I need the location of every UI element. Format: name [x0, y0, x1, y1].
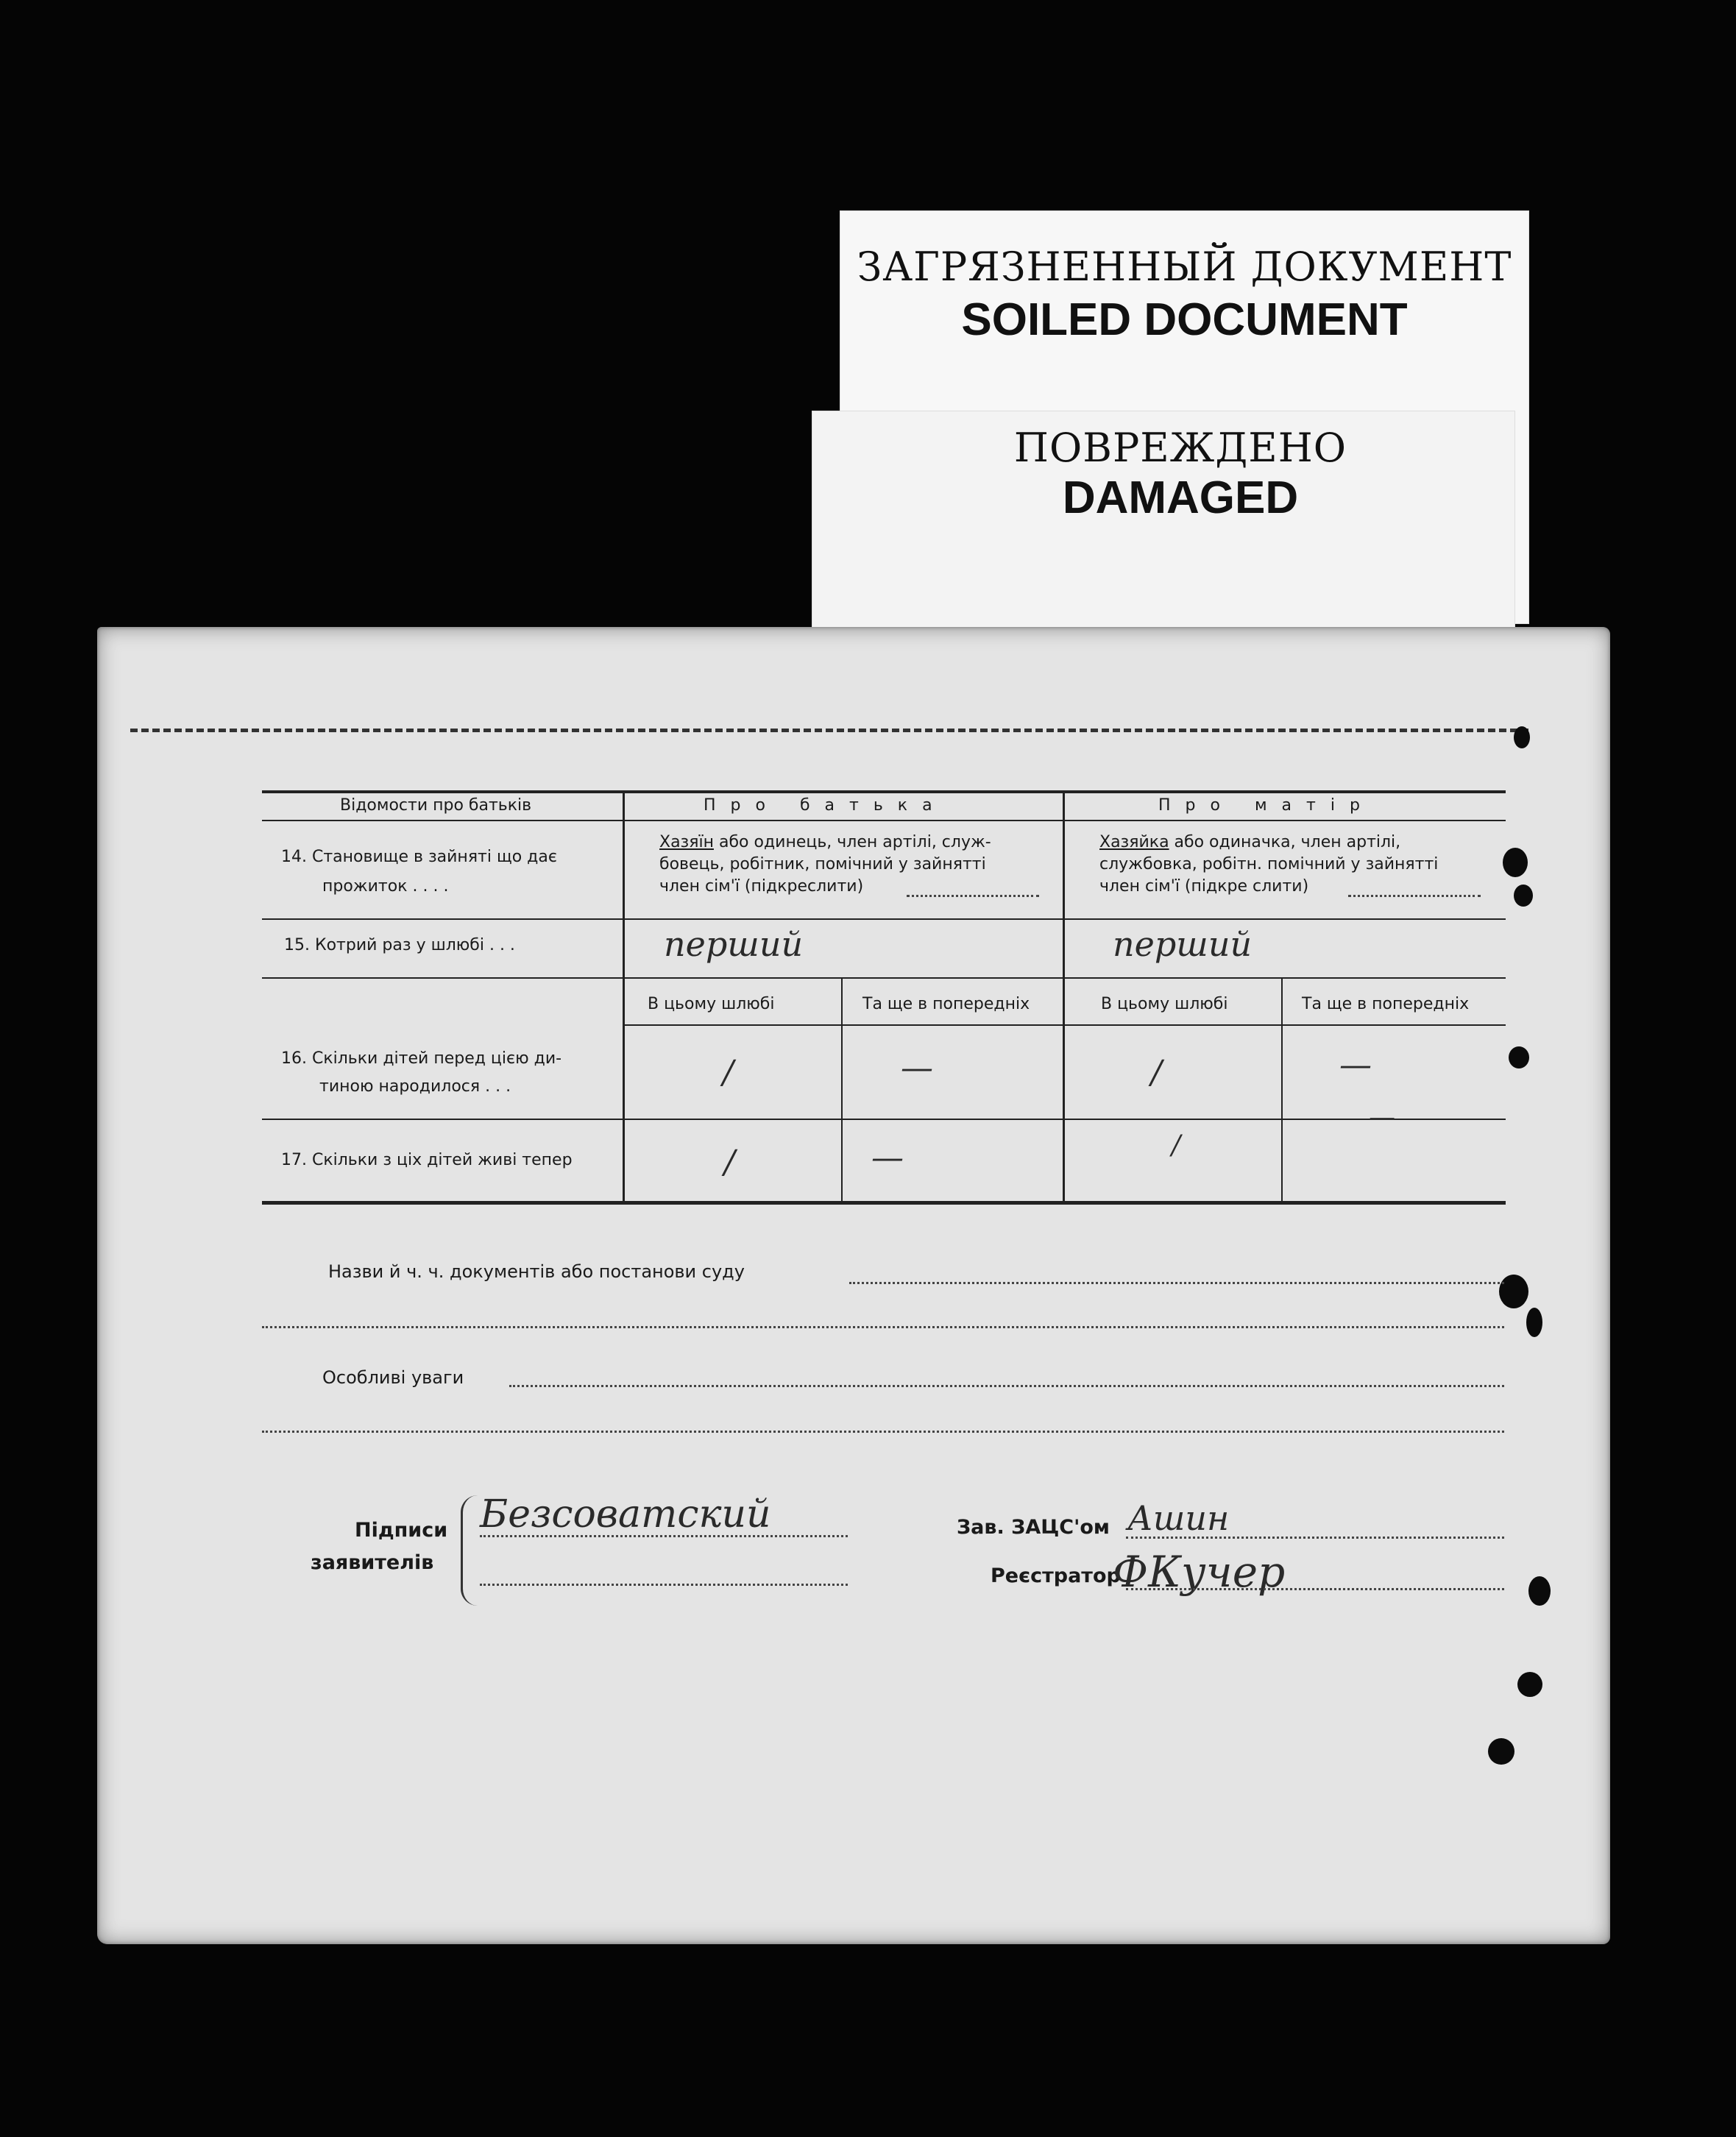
row16-value-mother-this: / — [1151, 1054, 1162, 1091]
row14-father-line3: член сім'ї (підкреслити) — [659, 877, 864, 896]
row16-value-father-previous: — — [901, 1049, 933, 1087]
row14-father-line1 — [659, 833, 991, 851]
applicants-label-1: Підписи — [355, 1519, 448, 1542]
row16-value-mother-previous: — — [1339, 1046, 1372, 1084]
applicant-dotline-1 — [480, 1535, 848, 1537]
table-header-rule — [262, 820, 1506, 821]
soiled-label-en: SOILED DOCUMENT — [961, 294, 1408, 345]
row16-value-father-this: / — [723, 1054, 734, 1091]
remarks-label: Особливі уваги — [322, 1367, 464, 1388]
damaged-label-ru: ПОВРЕЖДЕНО — [1013, 425, 1347, 471]
registrar-dotline — [1126, 1588, 1504, 1590]
row16-label-line1: 16. Скільки дітей перед цією ди- — [281, 1049, 562, 1068]
row14-mother-dotline — [1348, 895, 1481, 897]
row17-value-father-previous: — — [871, 1139, 904, 1177]
head-dotline — [1126, 1537, 1504, 1539]
damaged-document-label — [812, 411, 1515, 633]
subheader-mother-previous: Та ще в попередніх — [1302, 995, 1470, 1013]
head-label: Зав. ЗАЦС'ом — [957, 1516, 1110, 1539]
subheader-mother-this: В цьому шлюбі — [1101, 995, 1228, 1013]
row17-label: 17. Скільки з ціх дітей живі тепер — [281, 1151, 573, 1169]
row17-value-mother-this: / — [1172, 1130, 1181, 1160]
damage-hole — [1514, 726, 1530, 748]
row17-value-father-this: / — [724, 1144, 735, 1181]
row16-label-line2: тиною народилося . . . — [319, 1077, 511, 1096]
damage-hole — [1488, 1738, 1514, 1765]
row15-father-value: перший — [664, 924, 804, 964]
remarks-dotline-2 — [262, 1431, 1504, 1433]
column-divider-parents — [1063, 790, 1065, 1202]
perforation-line — [130, 729, 1528, 732]
applicants-brace — [461, 1495, 478, 1606]
row14-father-line2: бовець, робітник, помічний у зайнятті — [659, 855, 986, 873]
header-mother: Про матір — [1158, 796, 1375, 815]
row14-label-line2: прожиток . . . . — [322, 877, 449, 896]
row14-mother-line2: службовка, робітн. помічний у зайнятті — [1099, 855, 1439, 873]
applicant-dotline-2 — [480, 1584, 848, 1586]
row14-label-line1: 14. Становище в зайняті що дає — [281, 848, 557, 866]
documents-dotline-2 — [262, 1326, 1504, 1328]
row14-bottom-rule — [262, 918, 1506, 920]
documents-dotline-1 — [849, 1282, 1504, 1284]
damage-hole — [1499, 1275, 1528, 1308]
column-divider-info — [623, 790, 625, 1202]
header-info: Відомости про батьків — [340, 796, 532, 815]
column-divider-mother-sub — [1281, 977, 1283, 1202]
damage-hole — [1526, 1308, 1542, 1337]
row15-mother-value: перший — [1113, 924, 1253, 964]
damage-hole — [1517, 1672, 1542, 1697]
subheader-father-this: В цьому шлюбі — [648, 995, 775, 1013]
subheader-father-previous: Та ще в попередніх — [862, 995, 1030, 1013]
damaged-label-en: DAMAGED — [1062, 472, 1299, 523]
soiled-label-ru: ЗАГРЯЗНЕННЫЙ ДОКУМЕНТ — [857, 244, 1512, 290]
document-page — [97, 627, 1610, 1944]
subheader-rule — [624, 1024, 1506, 1026]
row14-father-keyword: Хазяїн — [659, 833, 714, 851]
row14-father-line1-rest: або одинець, член артілі, служ- — [713, 833, 991, 851]
damage-hole — [1528, 1576, 1551, 1606]
header-father: Про батька — [704, 796, 947, 815]
row15-bottom-rule — [262, 977, 1506, 979]
column-divider-father-sub — [841, 977, 843, 1202]
row17-value-mother-previous: — — [1369, 1102, 1395, 1133]
row15-label: 15. Котрий раз у шлюбі . . . — [284, 936, 515, 954]
registrar-label: Реєстратор — [991, 1564, 1121, 1587]
documents-label: Назви й ч. ч. документів або постанови суду — [328, 1261, 745, 1282]
applicants-label-2: заявителів — [311, 1551, 434, 1574]
damage-hole — [1514, 885, 1533, 907]
damage-hole — [1509, 1046, 1529, 1068]
row14-mother-line1 — [1099, 833, 1400, 851]
row14-mother-keyword: Хазяйка — [1099, 833, 1169, 851]
row14-father-dotline — [907, 895, 1039, 897]
head-signature: Ашин — [1127, 1498, 1230, 1538]
table-top-rule — [262, 790, 1506, 793]
registrar-signature: ФКучер — [1113, 1547, 1286, 1597]
damage-hole — [1503, 848, 1528, 877]
applicant-signature: Безсоватский — [480, 1492, 771, 1537]
table-bottom-rule — [262, 1201, 1506, 1205]
remarks-dotline-1 — [509, 1385, 1504, 1387]
row16-bottom-rule — [262, 1119, 1506, 1120]
row14-mother-line1-rest: або одиначка, член артілі, — [1169, 833, 1401, 851]
row14-mother-line3: член сім'ї (підкре слити) — [1099, 877, 1309, 896]
